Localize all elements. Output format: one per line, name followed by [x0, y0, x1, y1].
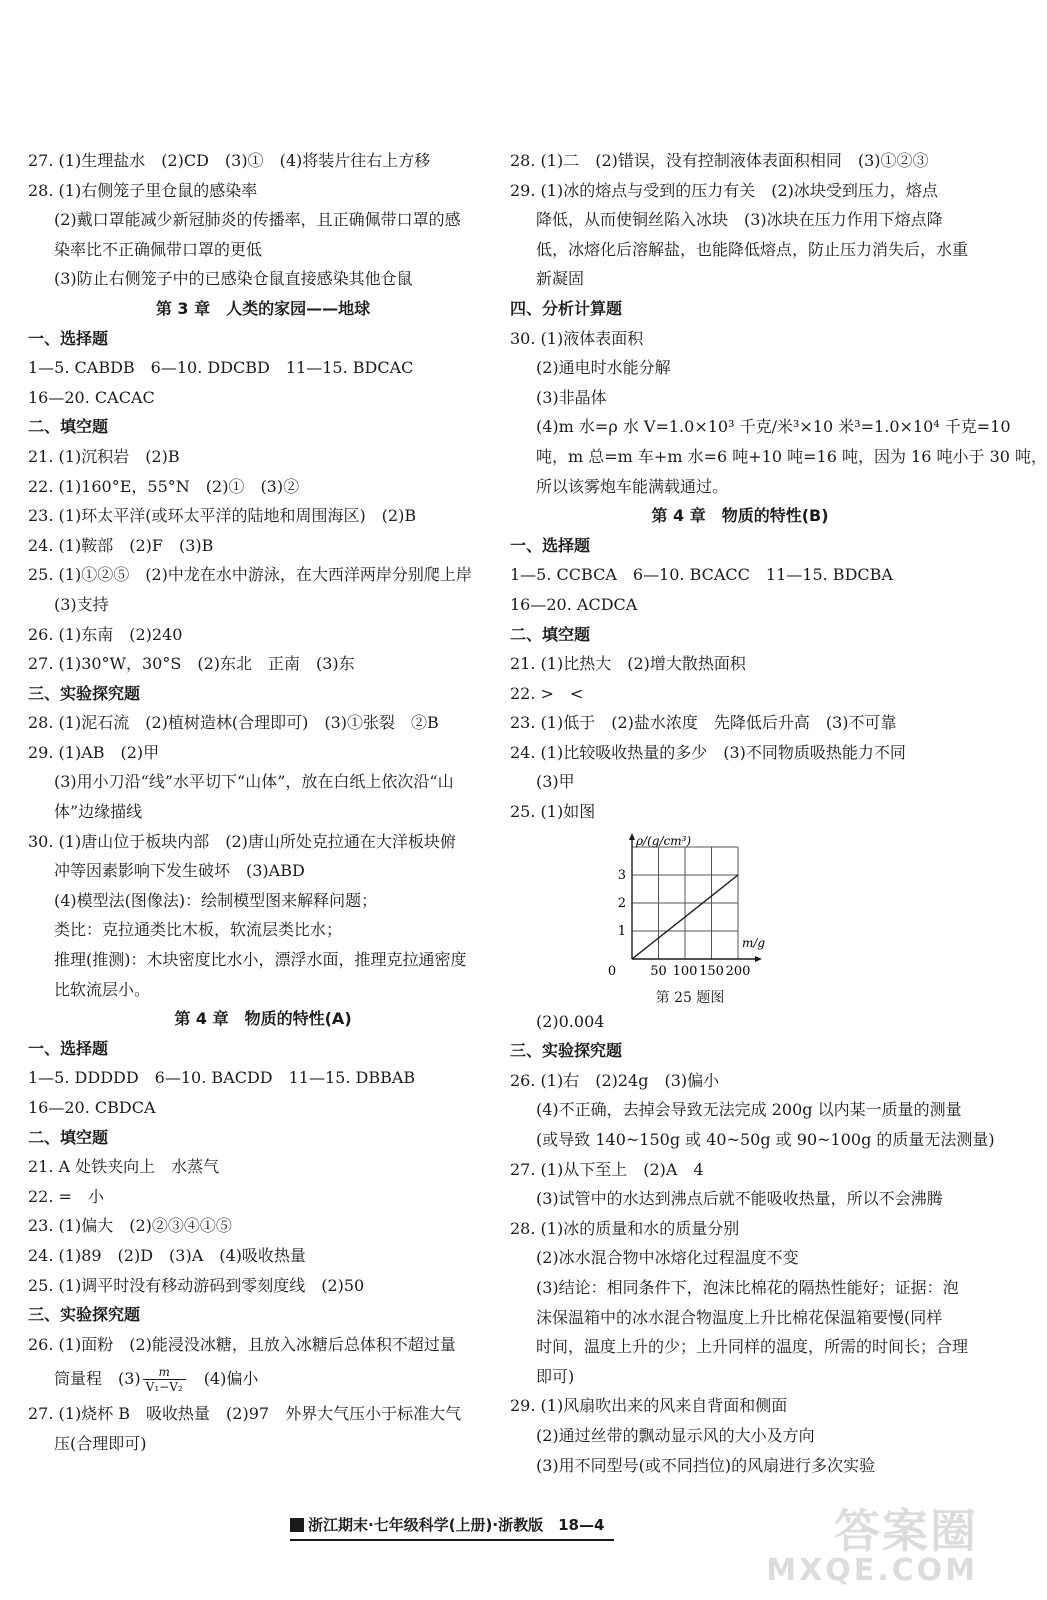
answer-line: 时间，温度上升的少；上升同样的温度，所需的时间长；合理: [536, 1337, 969, 1357]
answer-line: 吨，m 总=m 车+m 水=6 吨+10 吨=16 吨，因为 16 吨小于 30 吨，: [536, 446, 1047, 466]
answer-line: 低，冰熔化后溶解盐，也能降低熔点，防止压力消失后，水重: [536, 239, 969, 259]
y-axis-label: ρ/(g/cm³): [636, 833, 692, 848]
section-heading: 一、选择题: [510, 535, 591, 555]
x-tick-label: 150: [699, 963, 724, 979]
answer-line: (4)不正确，去掉会导致无法完成 200g 以内某一质量的测量: [536, 1100, 962, 1120]
answer-line: (3)非晶体: [536, 387, 607, 407]
x-tick-label: 50: [650, 963, 667, 979]
answer-line: 降低，从而使铜丝陷入冰块 (3)冰块在压力作用下熔点降: [536, 210, 943, 230]
answer-line: (2)戴口罩能减少新冠肺炎的传播率，且正确佩带口罩的感: [54, 210, 461, 230]
watermark: [766, 1495, 978, 1595]
answer-line: (3)防止右侧笼子中的已感染仓鼠直接感染其他仓鼠: [54, 269, 413, 289]
section-heading: 一、选择题: [28, 1038, 109, 1058]
answer-line: 28. (1)右侧笼子里仓鼠的感染率: [28, 180, 258, 200]
x-tick-label: 200: [725, 963, 751, 979]
answer-line: 冲等因素影响下发生破坏 (3)ABD: [54, 861, 305, 881]
answer-line: 29. (1)AB (2)甲: [28, 742, 160, 762]
chapter-title: 第 3 章 人类的家园——地球: [155, 298, 371, 318]
answer-line: 22. (1)160°E，55°N (2)① (3)②: [28, 476, 300, 496]
answer-line: 21. (1)沉积岩 (2)B: [28, 446, 180, 466]
answer-line: 1—5. DDDDD 6—10. BACDD 11—15. DBBAB: [28, 1068, 416, 1088]
density-chart: [607, 827, 770, 1007]
density-fraction: [143, 1365, 186, 1394]
answer-line: 27. (1)从下至上 (2)A 4: [510, 1159, 704, 1179]
section-heading: 四、分析计算题: [510, 298, 623, 318]
section-heading: 二、填空题: [510, 624, 591, 644]
left-column: [28, 146, 498, 1459]
answer-line: (3)试管中的水达到沸点后就不能吸收热量，所以不会沸腾: [536, 1189, 943, 1209]
answer-line: (3)甲: [536, 772, 575, 792]
answer-line: 压(合理即可): [54, 1433, 147, 1453]
answer-line: 29. (1)风扇吹出来的风来自背面和侧面: [510, 1396, 788, 1416]
answer-line: 24. (1)89 (2)D (3)A (4)吸收热量: [28, 1245, 306, 1265]
y-tick-label: 3: [617, 867, 626, 883]
answer-line: 沫保温箱中的冰水混合物温度上升比棉花保温箱要慢(同样: [536, 1307, 943, 1327]
answer-line: 23. (1)环太平洋(或环太平洋的陆地和周围海区) (2)B: [28, 506, 417, 526]
answer-line: 22. = 小: [28, 1186, 104, 1206]
y-tick-label: 1: [617, 923, 626, 939]
answer-line: 26. (1)右 (2)24g (3)偏小: [510, 1070, 720, 1090]
answer-line: 类比：克拉通类比木板，软流层类比水；: [54, 920, 343, 940]
answer-line: 1—5. CCBCA 6—10. BCACC 11—15. BDCBA: [510, 565, 893, 585]
answer-line: (3)结论：相同条件下，泡沫比棉花的隔热性能好；证据：泡: [536, 1278, 959, 1297]
watermark-logo: 答案圈: [834, 1504, 978, 1558]
answer-line: 27. (1)30°W，30°S (2)东北 正南 (3)东: [28, 654, 355, 674]
answer-line: 16—20. CACAC: [28, 387, 155, 407]
answer-line: 染率比不正确佩带口罩的更低: [54, 239, 263, 259]
answer-line: 16—20. CBDCA: [28, 1098, 156, 1117]
chart-svg: [607, 827, 770, 989]
answer-line: 即可): [536, 1366, 575, 1386]
answer-line: (2)通电时水能分解: [536, 358, 671, 378]
formula-prefix: 筒量程 (3): [54, 1369, 141, 1389]
answer-line: 28. (1)泥石流 (2)植树造林(合理即可) (3)①张裂 ②B: [28, 713, 439, 733]
answer-line: 29. (1)冰的熔点与受到的压力有关 (2)冰块受到压力，熔点: [510, 180, 938, 200]
chapter-title: 第 4 章 物质的特性(A): [174, 1009, 352, 1029]
y-axis-arrow: [629, 833, 635, 840]
answer-line: 23. (1)低于 (2)盐水浓度 先降低后升高 (3)不可靠: [510, 713, 897, 733]
section-heading: 三、实验探究题: [510, 1041, 623, 1061]
answer-line: 25. (1)如图: [510, 802, 596, 822]
answer-line: 23. (1)偏大 (2)②③④①⑤: [28, 1216, 232, 1236]
chart-caption: 第 25 题图: [655, 989, 725, 1006]
answer-line: 28. (1)冰的质量和水的质量分别: [510, 1218, 740, 1238]
section-heading: 三、实验探究题: [28, 1305, 141, 1325]
fraction-denominator: V₁−V₂: [145, 1380, 183, 1395]
answer-line: 推理(推测)：木块密度比水小，漂浮水面，推理克拉通密度: [54, 950, 467, 970]
answer-line: 1—5. CABDB 6—10. DDCBD 11—15. BDCAC: [28, 358, 414, 378]
page-footer: [290, 1514, 604, 1535]
answer-line: 27. (1)生理盐水 (2)CD (3)① (4)将装片往右上方移: [28, 151, 431, 170]
answer-line: 体”边缘描线: [54, 802, 143, 822]
answer-line: 30. (1)唐山位于板块内部 (2)唐山所处克拉通在大洋板块俯: [28, 831, 456, 851]
answer-line: 所以该雾炮车能满载通过。: [536, 476, 729, 496]
answer-line: (3)支持: [54, 594, 109, 614]
answer-line: 比软流层小。: [54, 979, 151, 999]
answer-line: 27. (1)烧杯 B 吸收热量 (2)97 外界大气压小于标准大气: [28, 1404, 462, 1424]
answer-line: (3)用小刀沿“线”水平切下“山体”，放在白纸上依次沿“山: [54, 772, 454, 792]
answer-line: 24. (1)鞍部 (2)F (3)B: [28, 535, 214, 555]
answer-line-formula: [28, 1359, 498, 1399]
watermark-url: MXQE.COM: [766, 1553, 978, 1588]
chapter-title: 第 4 章 物质的特性(B): [651, 506, 829, 526]
answer-line: 30. (1)液体表面积: [510, 328, 644, 348]
answer-line: (3)用不同型号(或不同挡位)的风扇进行多次实验: [536, 1455, 876, 1475]
answer-line: 22. > <: [510, 683, 584, 703]
answer-line: 24. (1)比较吸收热量的多少 (3)不同物质吸热能力不同: [510, 742, 906, 762]
answer-line: 25. (1)调平时没有移动游码到零刻度线 (2)50: [28, 1275, 365, 1295]
answer-line: 28. (1)二 (2)错误，没有控制液体表面积相同 (3)①②③: [510, 151, 929, 170]
answer-line: (2)0.004: [536, 1011, 605, 1031]
section-heading: 二、填空题: [28, 417, 109, 437]
section-heading: 二、填空题: [28, 1127, 109, 1147]
answer-line: 21. A 处铁夹向上 水蒸气: [28, 1157, 220, 1177]
answer-line: 26. (1)面粉 (2)能浸没冰糖，且放入冰糖后总体积不超过量: [28, 1334, 456, 1354]
answer-line: 新凝固: [536, 269, 585, 289]
answer-line: 21. (1)比热大 (2)增大散热面积: [510, 654, 746, 674]
formula-suffix: (4)偏小: [187, 1369, 259, 1389]
answer-line: 25. (1)①②⑤ (2)中龙在水中游泳，在大西洋两岸分别爬上岸: [28, 565, 472, 585]
x-axis-arrow: [755, 956, 762, 962]
x-tick-label: 0: [607, 963, 617, 979]
answer-line: 26. (1)东南 (2)240: [28, 624, 183, 644]
answer-line: (或导致 140~150g 或 40~50g 或 90~100g 的质量无法测量): [536, 1130, 995, 1150]
x-axis-label: m/g: [742, 935, 766, 950]
footer-text: 浙江期末·七年级科学(上册)·浙教版 18—4: [308, 1516, 605, 1534]
section-heading: 一、选择题: [28, 328, 109, 348]
answer-line: (4)m 水=ρ 水 V=1.0×10³ 千克/米³×10 米³=1.0×10⁴ 千克=10: [536, 417, 1011, 437]
answer-line: 16—20. ACDCA: [510, 594, 638, 614]
footer-square-icon: [290, 1518, 304, 1532]
footer-rule: [290, 1539, 614, 1541]
answer-line: (4)模型法(图像法)：绘制模型图来解释问题；: [54, 890, 378, 910]
y-tick-label: 2: [617, 895, 626, 911]
answer-line: (2)通过丝带的飘动显示风的大小及方向: [536, 1425, 815, 1445]
fraction-numerator: m: [143, 1365, 186, 1380]
section-heading: 三、实验探究题: [28, 683, 141, 703]
x-tick-label: 100: [672, 963, 698, 979]
right-column: [510, 146, 1047, 1480]
answer-line: (2)冰水混合物中冰熔化过程温度不变: [536, 1248, 799, 1268]
